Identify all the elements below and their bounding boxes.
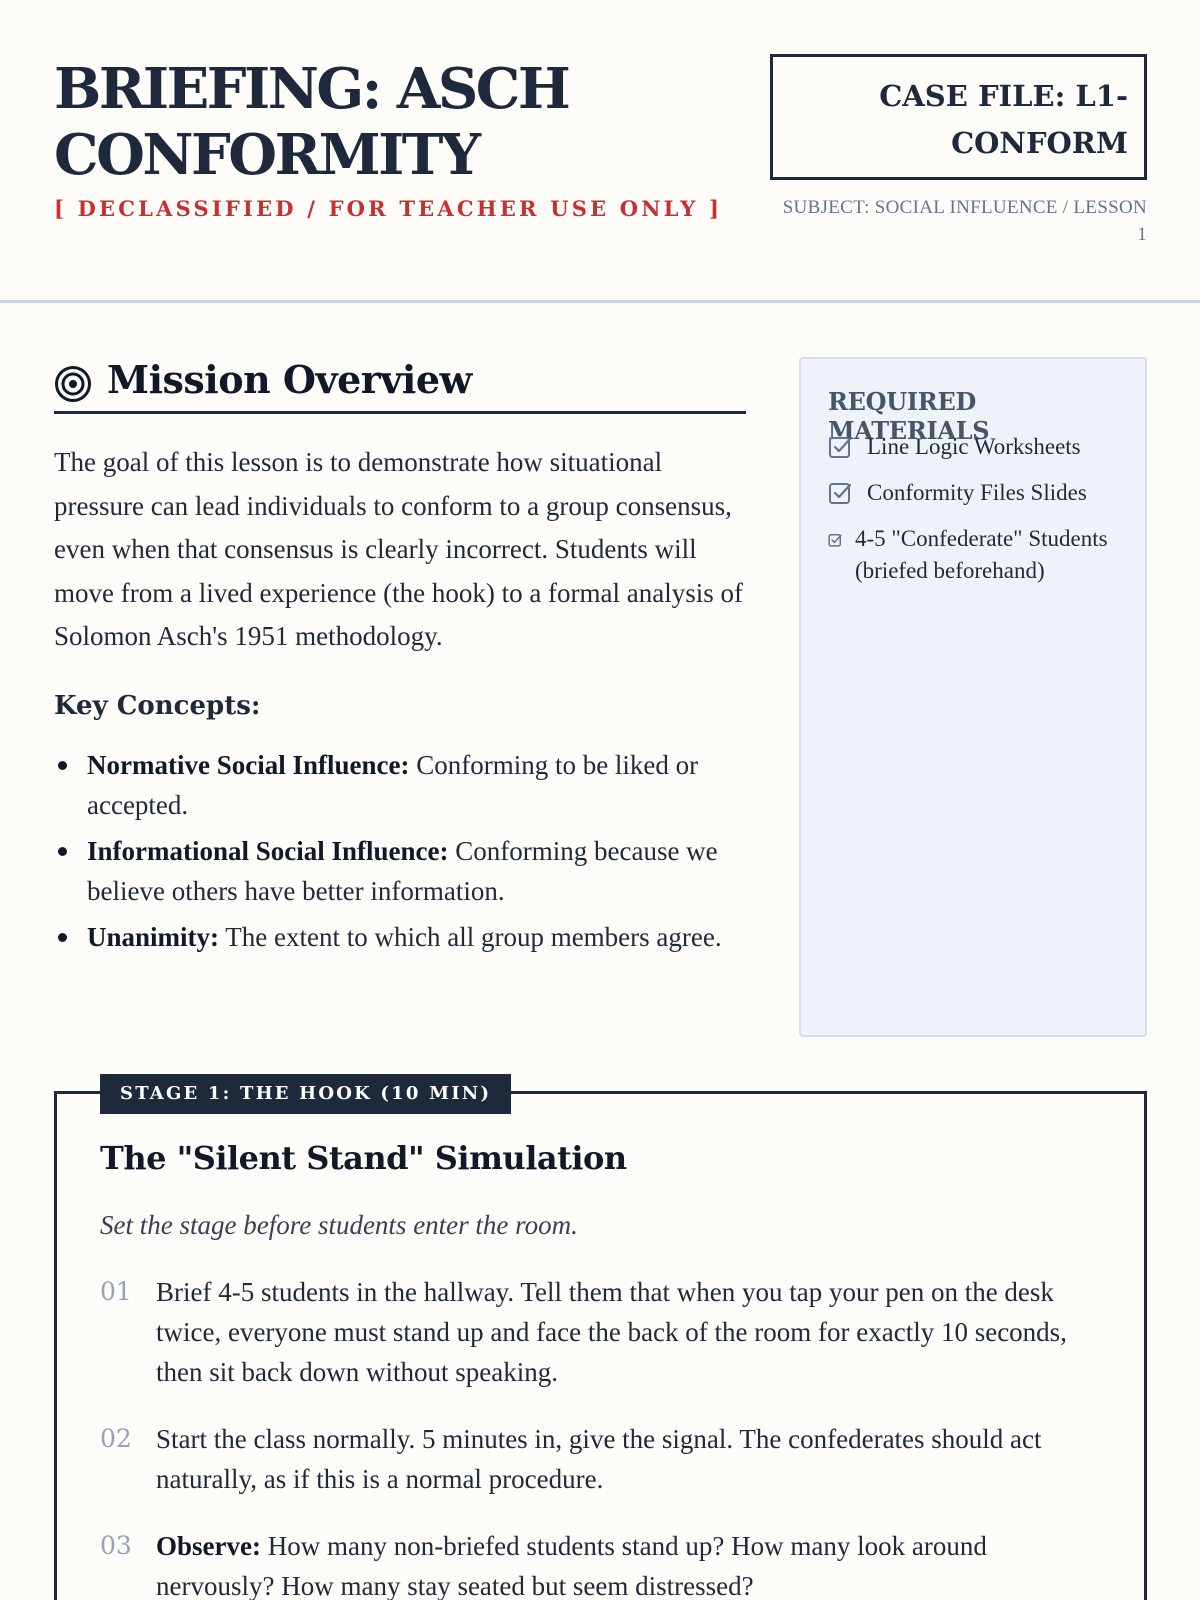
key-concepts-list (54, 745, 754, 963)
case-file-line-1: CASE FILE: L1- (879, 79, 1128, 113)
page-title (54, 56, 674, 188)
subject-line-2: 1 (1137, 224, 1147, 245)
step-text: Start the class normally. 5 minutes in, give the signal. The confederates should act naturally, as if this is a normal procedure. (156, 1424, 1042, 1494)
target-icon (54, 365, 92, 403)
materials-list (828, 431, 1128, 601)
subject-label (770, 194, 1147, 248)
concept-definition: Conforming to be liked or accepted. (87, 750, 699, 820)
material-label: 4-5 "Confederate" Students (briefed beforehand) (855, 526, 1108, 583)
checkbox-checked-icon (828, 533, 842, 547)
list-item (828, 523, 1128, 587)
checkbox-checked-icon (828, 435, 852, 459)
declassified-label: [ DECLASSIFIED / FOR TEACHER USE ONLY ] (54, 196, 723, 221)
list-item (828, 477, 1128, 509)
stage-1-section (54, 1083, 1147, 1600)
mission-overview-heading (54, 357, 746, 414)
list-item (54, 831, 754, 911)
subject-line-1: SUBJECT: SOCIAL INFLUENCE / LESSON (782, 197, 1147, 218)
concept-definition: Conforming because we believe others have better information. (87, 836, 718, 906)
step-number: 03 (100, 1531, 132, 1560)
concept-definition: The extent to which all group members agree. (219, 922, 722, 952)
bullet-icon (58, 761, 67, 770)
mission-title: Mission Overview (107, 357, 472, 402)
step-emphasis: Observe: (156, 1531, 261, 1561)
concept-term: Normative Social Influence: (87, 750, 410, 780)
bullet-icon (58, 933, 67, 942)
step-text: How many non-briefed students stand up? How many look around nervously? How many stay seated but seem distressed? (156, 1531, 987, 1600)
list-item (100, 1526, 1110, 1600)
stage-subtitle: Set the stage before students enter the room. (100, 1210, 578, 1240)
list-item (100, 1272, 1110, 1392)
stage-steps (100, 1272, 1110, 1600)
step-number: 02 (100, 1424, 132, 1453)
mission-body: The goal of this lesson is to demonstrate how situational pressure can lead individuals to conform to a group consensus, even when that consensus is clearly incorrect. Students will move from a lived experience (the hook) to a formal analysis of Solomon Asch's 1951 methodology. (54, 447, 744, 651)
case-file-box (770, 54, 1147, 180)
materials-title: REQUIRED MATERIALS (828, 387, 990, 445)
list-item (100, 1419, 1110, 1499)
title-line-1: BRIEFING: ASCH (54, 56, 569, 122)
step-number: 01 (100, 1277, 132, 1306)
header (0, 0, 1200, 303)
list-item (828, 431, 1128, 463)
step-text: Brief 4-5 students in the hallway. Tell them that when you tap your pen on the desk twice, everyone must stand up and face the back of the room for exactly 10 seconds, then sit back down without speaking. (156, 1277, 1067, 1387)
bullet-icon (58, 847, 67, 856)
list-item (54, 917, 754, 957)
case-file-line-2: CONFORM (951, 126, 1128, 160)
material-label: Line Logic Worksheets (867, 434, 1081, 459)
required-materials-panel (799, 357, 1147, 1037)
list-item (54, 745, 754, 825)
title-line-2: CONFORMITY (54, 122, 479, 188)
key-concepts-title: Key Concepts: (54, 691, 261, 721)
stage-tag: STAGE 1: THE HOOK (10 MIN) (100, 1074, 511, 1114)
stage-title: The "Silent Stand" Simulation (100, 1139, 627, 1177)
checkbox-checked-icon (828, 481, 852, 505)
material-label: Conformity Files Slides (867, 480, 1087, 505)
concept-term: Unanimity: (87, 922, 220, 952)
concept-term: Informational Social Influence: (87, 836, 449, 866)
